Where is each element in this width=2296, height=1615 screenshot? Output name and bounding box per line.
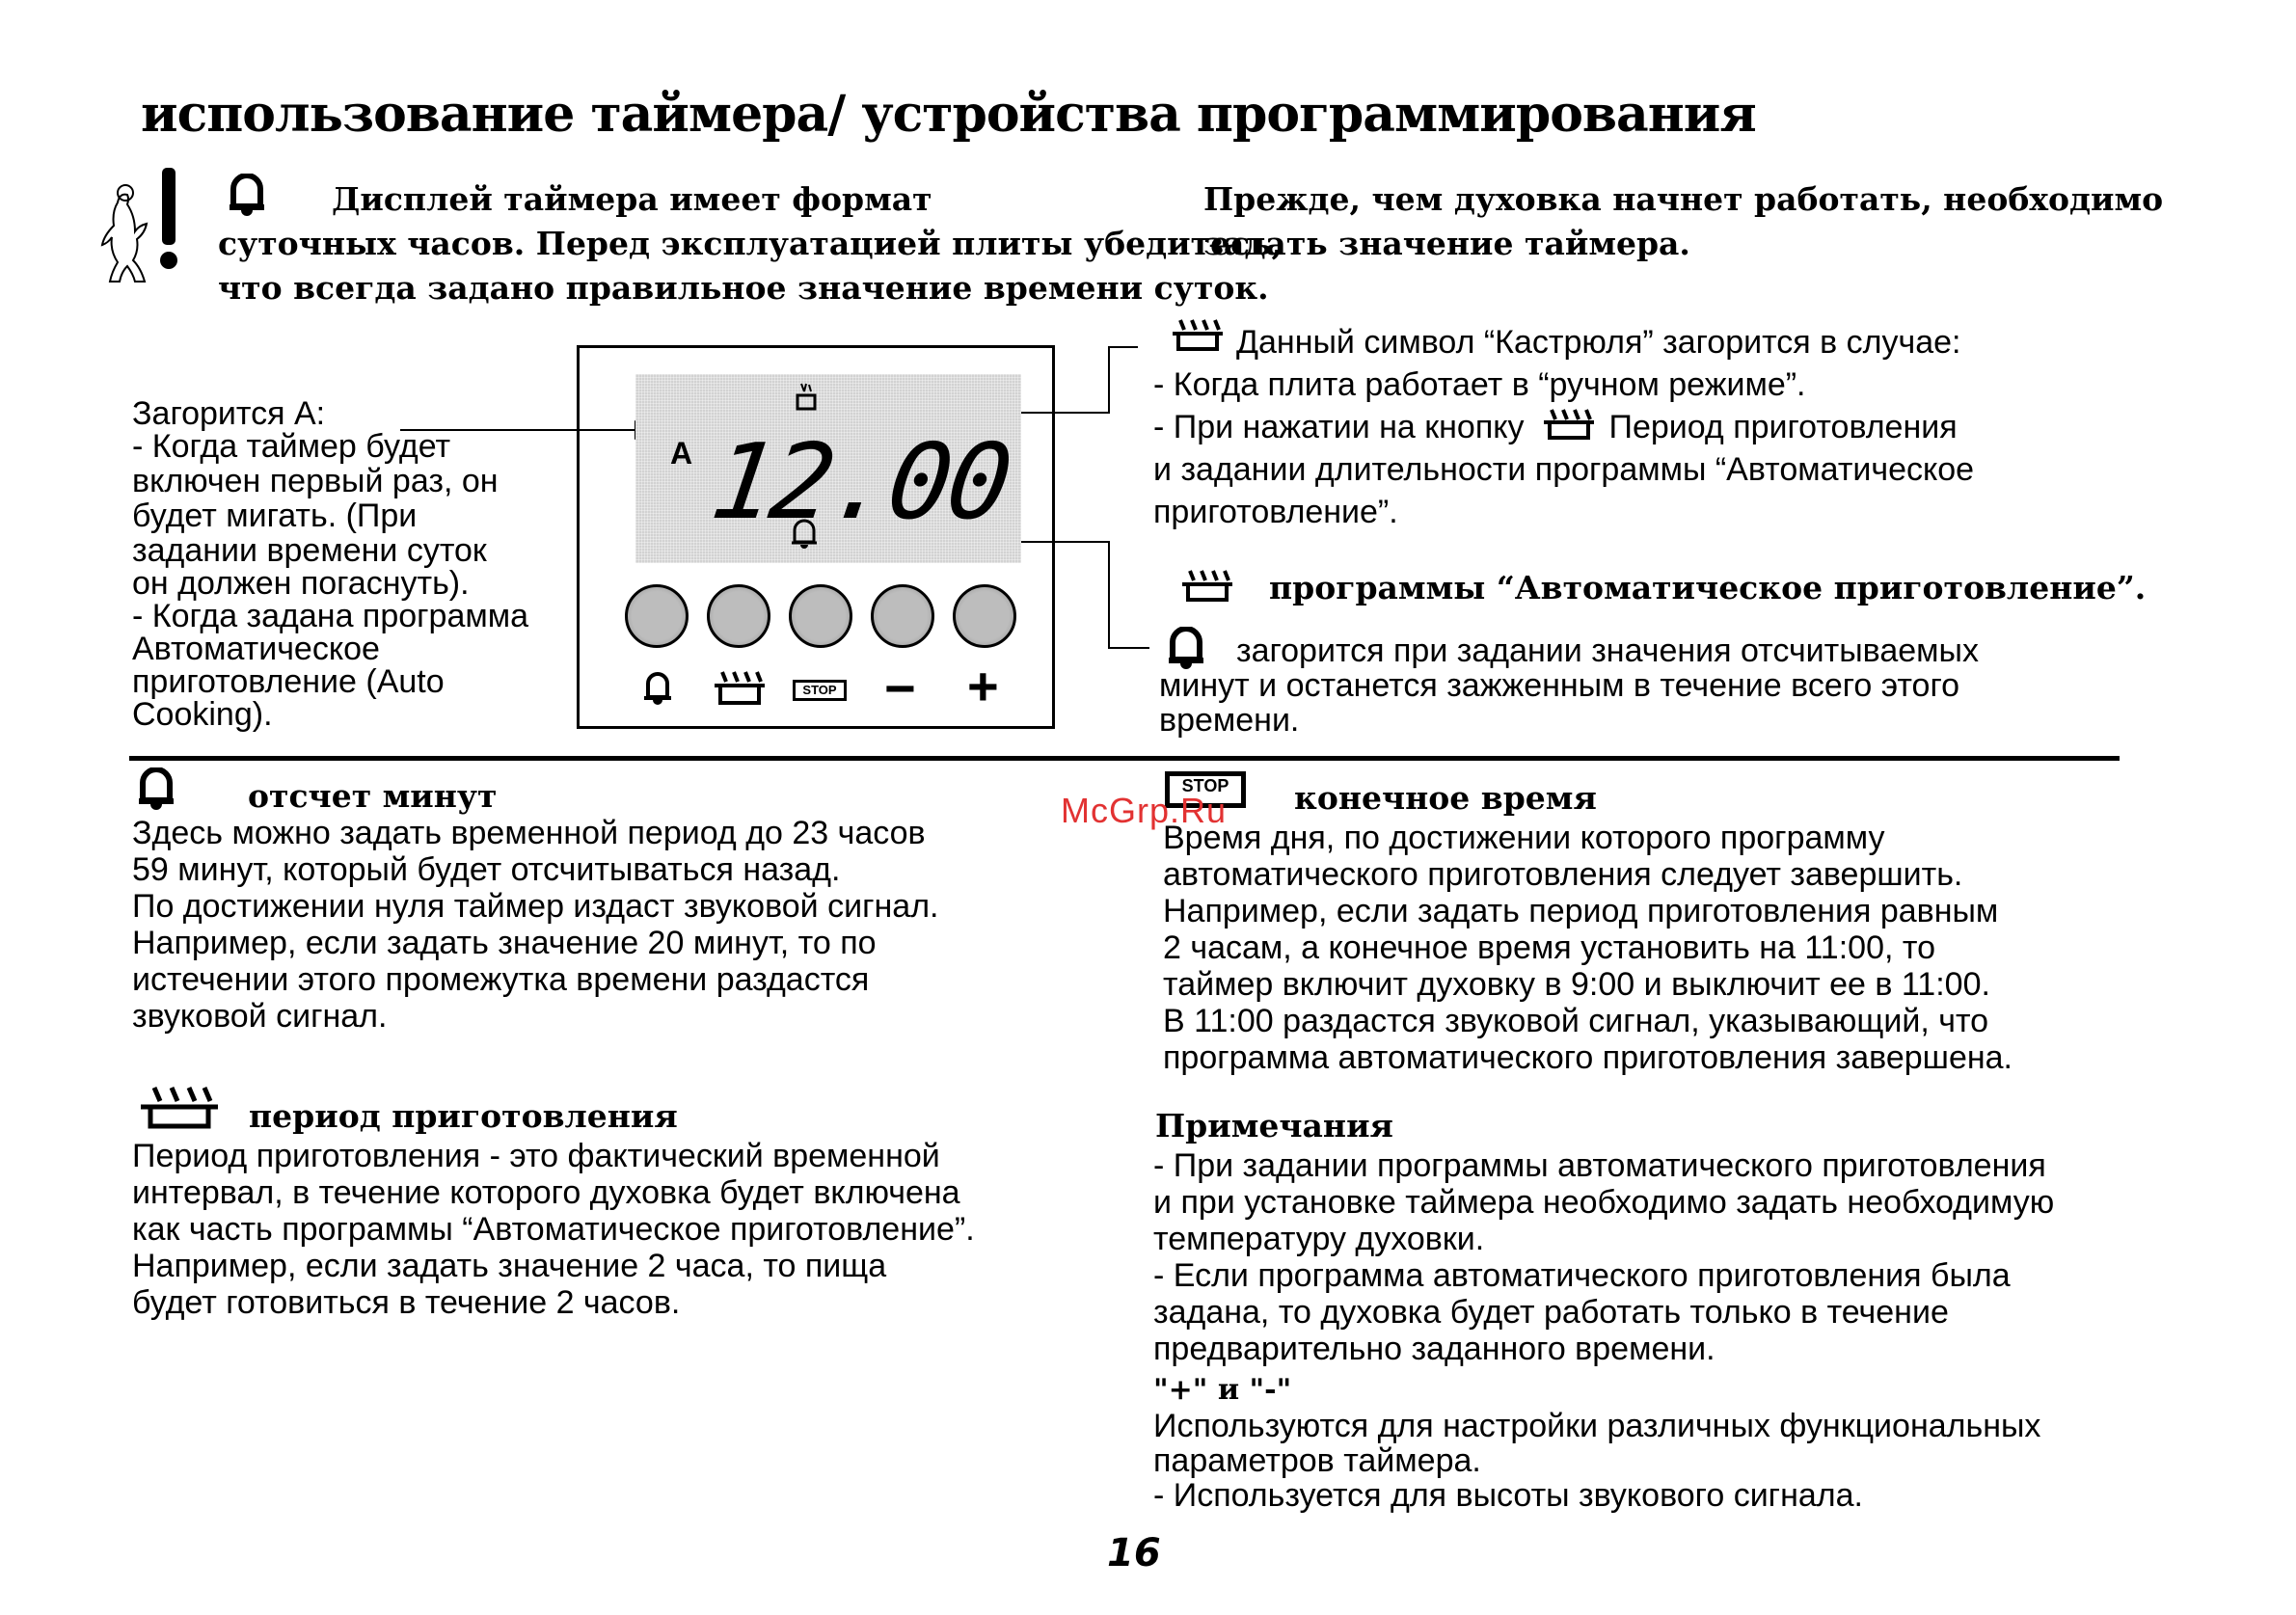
callout-line: включен первый раз, он	[132, 463, 499, 499]
notes-line: - При задании программы автоматического приготовления	[1153, 1147, 2046, 1184]
end-time-line: 2 часам, а конечное время установить на 11:00, то	[1163, 929, 1935, 966]
stop-icon: STOP	[1165, 771, 1246, 808]
cook-period-knob-button[interactable]	[707, 584, 770, 648]
callout-line: Cooking).	[132, 696, 273, 733]
pot-callout-line: приготовление”.	[1153, 494, 1398, 530]
cook-period-line: как часть программы “Автоматическое приготовление”.	[132, 1211, 975, 1248]
minute-timer-line: истечении этого промежутка времени раздастся	[132, 961, 870, 998]
pot-callout-line: Данный символ “Кастрюля” загорится в случае:	[1236, 324, 1961, 361]
indicator-a: A	[670, 436, 693, 471]
bell-callout-line: времени.	[1159, 702, 1300, 739]
lcd-pot-icon	[792, 382, 821, 415]
bell-knob-button[interactable]	[625, 584, 689, 648]
bell-callout-line: минут и останется зажженным в течение всего этого	[1159, 667, 1960, 704]
bell-callout	[1159, 633, 1979, 737]
lcd-time: 12.00	[704, 422, 1015, 543]
section-divider	[129, 756, 2120, 761]
minus-knob-button[interactable]	[871, 584, 934, 648]
plus-minus-heading: "+" и "-"	[1153, 1373, 1292, 1407]
bell-icon	[137, 767, 176, 812]
pot-button-icon	[1542, 409, 1596, 442]
pot-label-icon	[711, 670, 769, 707]
cook-period-line: Например, если задать значение 2 часа, то пища	[132, 1248, 887, 1284]
callout-line: задании времени суток	[132, 532, 487, 569]
minute-timer-line: звуковой сигнал.	[132, 998, 388, 1035]
minute-timer-line: По достижении нуля таймер издаст звуковой сигнал.	[132, 888, 939, 925]
notes-line: - Если программа автоматического приготовления была	[1153, 1257, 2011, 1294]
minute-timer-line: 59 минут, который будет отсчитываться назад.	[132, 851, 841, 888]
pot-icon	[1180, 569, 1234, 604]
lcd-display	[635, 374, 1021, 563]
notes-line: предварительно заданного времени.	[1153, 1331, 1715, 1367]
notes-line: и при установке таймера необходимо задать необходимую	[1153, 1184, 2055, 1221]
warning-line: Дисплей таймера имеет формат	[332, 180, 932, 218]
plus-minus-line: параметров таймера.	[1153, 1442, 1481, 1479]
cook-period-line: интервал, в течение которого духовка будет включена	[132, 1174, 960, 1211]
intro-line: Прежде, чем духовка начнет работать, необходимо	[1203, 180, 2164, 218]
callout-line: Загорится A:	[132, 395, 326, 432]
page-number: 16	[1107, 1531, 1161, 1575]
pot-callout-line: Период приготовления	[1608, 409, 1958, 445]
end-time-line: программа автоматического приготовления завершена.	[1163, 1039, 2012, 1076]
end-time-heading: конечное время	[1294, 779, 1597, 817]
intro-line: задать значение таймера.	[1203, 225, 1690, 262]
stop-label-icon: STOP	[793, 680, 847, 701]
pot-callout-line: - Когда плита работает в “ручном режиме”.	[1153, 366, 1806, 403]
plus-knob-button[interactable]	[953, 584, 1016, 648]
pot-callout	[1153, 324, 1974, 536]
minute-timer-text	[132, 815, 939, 1035]
minute-timer-line: Например, если задать значение 20 минут, то по	[132, 925, 877, 961]
warning-line: что всегда задано правильное значение времени суток.	[218, 269, 1269, 307]
callout-line: будет мигать. (При	[132, 498, 418, 534]
pot-icon	[139, 1086, 220, 1130]
callout-line: Автоматическое	[132, 631, 380, 667]
timer-control-panel	[577, 345, 1055, 729]
end-time-line: Время дня, по достижении которого программу	[1163, 820, 1885, 856]
cook-period-heading: период приготовления	[249, 1097, 678, 1135]
stop-knob-button[interactable]	[789, 584, 852, 648]
end-time-line: таймер включит духовку в 9:00 и выключит ее в 11:00.	[1163, 966, 1990, 1003]
end-time-line: автоматического приготовления следует завершить.	[1163, 856, 1963, 893]
auto-program-label: программы “Автоматическое приготовление”.	[1269, 569, 2147, 606]
callout-line: он должен погаснуть).	[132, 565, 470, 602]
callout-line: - Когда задана программа	[132, 598, 529, 634]
warning-line: суточных часов. Перед эксплуатацией плиты убедитесь,	[218, 225, 1283, 262]
cook-period-line: Период приготовления - это фактический временной	[132, 1138, 940, 1174]
minute-timer-line: Здесь можно задать временной период до 23 часов	[132, 815, 926, 851]
cook-period-line: будет готовиться в течение 2 часов.	[132, 1284, 681, 1321]
callout-line: - Когда таймер будет	[132, 428, 451, 465]
end-time-line: Например, если задать период приготовления равным	[1163, 893, 1999, 929]
callout-line: приготовление (Auto	[132, 663, 445, 700]
minute-timer-heading: отсчет минут	[248, 777, 498, 815]
minus-label: −	[884, 658, 916, 718]
plus-minus-text	[1153, 1408, 2040, 1512]
plus-minus-line: Используются для настройки различных функциональных	[1153, 1408, 2041, 1444]
lcd-bell-icon	[790, 519, 819, 550]
pot-callout-line: - При нажатии на кнопку	[1153, 409, 1525, 445]
end-time-text	[1163, 820, 2012, 1076]
notes-text	[1153, 1147, 2054, 1367]
pot-callout-line: и задании длительности программы “Автоматическое	[1153, 451, 1975, 488]
bell-label-icon	[643, 672, 672, 705]
watermark: McGrp.Ru	[1061, 791, 1228, 830]
end-time-line: В 11:00 раздастся звуковой сигнал, указывающий, что	[1163, 1003, 1989, 1039]
plus-label: +	[967, 656, 999, 716]
notes-heading: Примечания	[1155, 1107, 1393, 1144]
plus-minus-line: - Используется для высоты звукового сигнала.	[1153, 1477, 1863, 1514]
bell-callout-line: загорится при задании значения отсчитываемых	[1236, 633, 1979, 669]
cook-period-text	[132, 1138, 975, 1321]
page-title: использование таймера/ устройства программирования	[141, 85, 1756, 144]
notes-line: температуру духовки.	[1153, 1221, 1485, 1257]
notes-line: задана, то духовка будет работать только в течение	[1153, 1294, 1949, 1331]
